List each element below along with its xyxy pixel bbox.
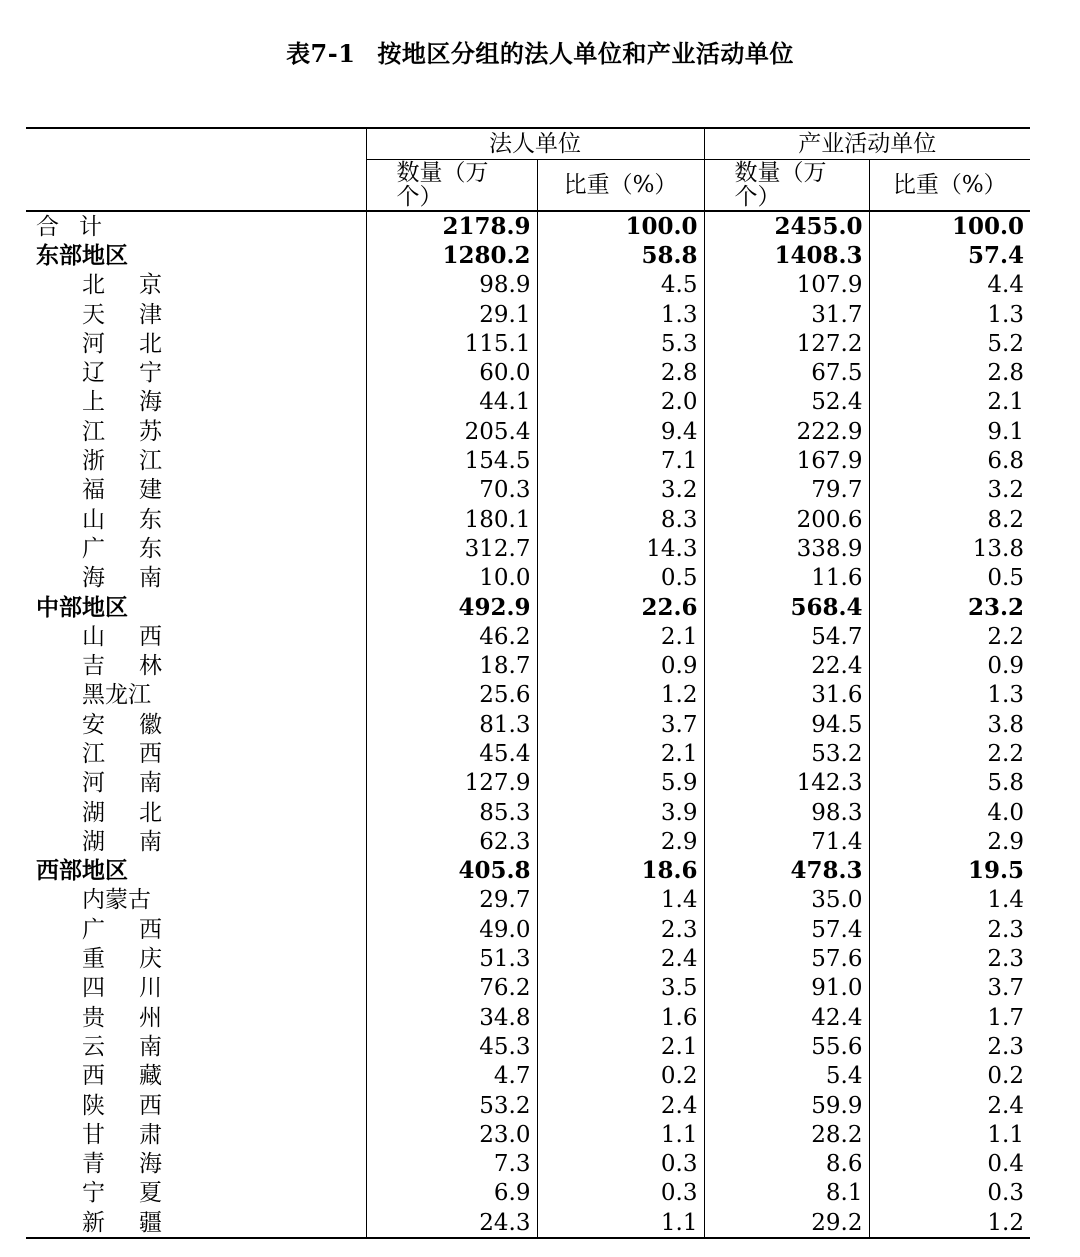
- legal-quantity-cell: 34.8: [366, 1003, 537, 1032]
- header-activity-quantity: 数量（万个）: [704, 160, 869, 212]
- activity-quantity-cell: 28.2: [704, 1120, 869, 1149]
- legal-share-cell: 2.0: [537, 388, 704, 417]
- activity-share-cell: 2.8: [869, 358, 1030, 387]
- legal-quantity-cell: 205.4: [366, 417, 537, 446]
- row-label: 合计: [36, 213, 122, 240]
- legal-quantity-cell: 85.3: [366, 798, 537, 827]
- province-row: [26, 564, 1030, 593]
- legal-quantity-cell: 25.6: [366, 681, 537, 710]
- activity-share-cell: 1.1: [869, 1120, 1030, 1149]
- activity-quantity-cell: 11.6: [704, 564, 869, 593]
- row-label: 西部地区: [36, 857, 128, 885]
- header-legal-quantity: 数量（万个）: [366, 160, 537, 212]
- province-row: [26, 271, 1030, 300]
- row-label: [26, 827, 366, 856]
- activity-quantity-cell: 57.4: [704, 915, 869, 944]
- row-label: 中部地区: [36, 593, 128, 621]
- row-label: [26, 1032, 366, 1061]
- legal-share-cell: 1.4: [537, 886, 704, 915]
- legal-share-cell: 14.3: [537, 534, 704, 563]
- legal-quantity-cell: 46.2: [366, 622, 537, 651]
- province-row: [26, 358, 1030, 387]
- province-row: [26, 886, 1030, 915]
- legal-share-cell: 2.4: [537, 1091, 704, 1120]
- activity-share-cell: 1.7: [869, 1003, 1030, 1032]
- province-name: 河北: [82, 330, 162, 357]
- province-name: 安徽: [82, 711, 162, 738]
- province-name: 重庆: [82, 946, 162, 973]
- legal-quantity-cell: 29.1: [366, 300, 537, 329]
- activity-quantity-cell: 53.2: [704, 739, 869, 768]
- legal-quantity-cell: 62.3: [366, 827, 537, 856]
- legal-share-cell: 1.3: [537, 300, 704, 329]
- province-name: 辽宁: [82, 360, 162, 387]
- row-label: [26, 769, 366, 798]
- province-name: 江苏: [82, 418, 162, 445]
- activity-quantity-cell: 5.4: [704, 1062, 869, 1091]
- legal-share-cell: 2.9: [537, 827, 704, 856]
- legal-share-cell: 7.1: [537, 446, 704, 475]
- row-label: [26, 417, 366, 446]
- row-label: [26, 681, 366, 710]
- province-row: [26, 1179, 1030, 1208]
- province-row: [26, 798, 1030, 827]
- activity-share-cell: 4.4: [869, 271, 1030, 300]
- province-name: 山西: [82, 623, 162, 650]
- activity-quantity-cell: 22.4: [704, 651, 869, 680]
- activity-share-cell: 2.3: [869, 944, 1030, 973]
- legal-share-cell: 100.0: [537, 211, 704, 241]
- header-blank-cell: [26, 128, 366, 211]
- province-name: 广东: [82, 535, 162, 562]
- legal-share-cell: 3.7: [537, 710, 704, 739]
- legal-quantity-cell: 6.9: [366, 1179, 537, 1208]
- province-row: [26, 1208, 1030, 1238]
- activity-quantity-cell: 55.6: [704, 1032, 869, 1061]
- legal-share-cell: 0.9: [537, 651, 704, 680]
- activity-quantity-cell: 167.9: [704, 446, 869, 475]
- page-title: [0, 34, 1080, 69]
- province-name: 青海: [82, 1151, 162, 1178]
- row-label: [26, 534, 366, 563]
- legal-quantity-cell: 405.8: [366, 857, 537, 886]
- legal-share-cell: 2.4: [537, 944, 704, 973]
- legal-quantity-cell: 180.1: [366, 505, 537, 534]
- province-name: 北京: [82, 272, 162, 299]
- province-name: 天津: [82, 301, 162, 328]
- row-label: [26, 564, 366, 593]
- province-name: 新疆: [82, 1209, 162, 1236]
- province-row: [26, 681, 1030, 710]
- activity-quantity-cell: 98.3: [704, 798, 869, 827]
- activity-quantity-cell: 8.6: [704, 1150, 869, 1179]
- activity-share-cell: 57.4: [869, 241, 1030, 270]
- legal-quantity-cell: 44.1: [366, 388, 537, 417]
- legal-share-cell: 0.2: [537, 1062, 704, 1091]
- activity-share-cell: 2.2: [869, 622, 1030, 651]
- activity-share-cell: 19.5: [869, 857, 1030, 886]
- table-number: 表7-1: [286, 39, 356, 68]
- legal-share-cell: 2.1: [537, 739, 704, 768]
- province-name: 福建: [82, 477, 162, 504]
- province-name: 浙江: [82, 448, 162, 475]
- activity-quantity-cell: 478.3: [704, 857, 869, 886]
- legal-quantity-cell: 45.3: [366, 1032, 537, 1061]
- legal-share-cell: 3.9: [537, 798, 704, 827]
- province-row: [26, 622, 1030, 651]
- row-label: [26, 798, 366, 827]
- region-row: [26, 593, 1030, 622]
- province-name: 江西: [82, 740, 162, 767]
- legal-quantity-cell: 76.2: [366, 974, 537, 1003]
- province-name: 西藏: [82, 1063, 162, 1090]
- legal-share-cell: 22.6: [537, 593, 704, 622]
- activity-quantity-cell: 57.6: [704, 944, 869, 973]
- row-label: [26, 1179, 366, 1208]
- row-label: [26, 476, 366, 505]
- province-row: [26, 505, 1030, 534]
- legal-share-cell: 3.2: [537, 476, 704, 505]
- activity-share-cell: 23.2: [869, 593, 1030, 622]
- activity-quantity-cell: 91.0: [704, 974, 869, 1003]
- province-name: 湖北: [82, 799, 162, 826]
- legal-quantity-cell: 1280.2: [366, 241, 537, 270]
- activity-quantity-cell: 71.4: [704, 827, 869, 856]
- activity-quantity-cell: 79.7: [704, 476, 869, 505]
- row-label: [26, 915, 366, 944]
- activity-share-cell: 6.8: [869, 446, 1030, 475]
- activity-share-cell: 2.3: [869, 1032, 1030, 1061]
- row-label: [26, 388, 366, 417]
- row-label: [26, 505, 366, 534]
- province-row: [26, 476, 1030, 505]
- province-name: 陕西: [82, 1092, 162, 1119]
- province-name: 甘肃: [82, 1121, 162, 1148]
- legal-share-cell: 9.4: [537, 417, 704, 446]
- header-activity-share: 比重（%）: [869, 160, 1030, 212]
- legal-share-cell: 2.8: [537, 358, 704, 387]
- province-row: [26, 651, 1030, 680]
- activity-quantity-cell: 54.7: [704, 622, 869, 651]
- province-name: 宁夏: [82, 1180, 162, 1207]
- activity-share-cell: 9.1: [869, 417, 1030, 446]
- activity-quantity-cell: 42.4: [704, 1003, 869, 1032]
- activity-share-cell: 2.3: [869, 915, 1030, 944]
- row-label: [26, 622, 366, 651]
- activity-share-cell: 0.3: [869, 1179, 1030, 1208]
- header-legal-units: 法人单位: [366, 128, 704, 160]
- activity-quantity-cell: 59.9: [704, 1091, 869, 1120]
- legal-quantity-cell: 24.3: [366, 1208, 537, 1238]
- province-name: 贵州: [82, 1004, 162, 1031]
- activity-share-cell: 0.2: [869, 1062, 1030, 1091]
- legal-share-cell: 8.3: [537, 505, 704, 534]
- province-row: [26, 1120, 1030, 1149]
- legal-share-cell: 2.3: [537, 915, 704, 944]
- province-name: 黑龙江: [82, 682, 151, 709]
- table-header: [26, 128, 1030, 211]
- activity-share-cell: 2.9: [869, 827, 1030, 856]
- legal-share-cell: 0.3: [537, 1179, 704, 1208]
- province-row: [26, 388, 1030, 417]
- total-row: [26, 211, 1030, 241]
- legal-share-cell: 1.1: [537, 1208, 704, 1238]
- legal-quantity-cell: 70.3: [366, 476, 537, 505]
- activity-quantity-cell: 2455.0: [704, 211, 869, 241]
- activity-share-cell: 13.8: [869, 534, 1030, 563]
- row-label: [26, 329, 366, 358]
- legal-share-cell: 1.1: [537, 1120, 704, 1149]
- row-label: [26, 944, 366, 973]
- province-row: [26, 1091, 1030, 1120]
- row-label: [26, 1150, 366, 1179]
- province-name: 山东: [82, 506, 162, 533]
- legal-quantity-cell: 45.4: [366, 739, 537, 768]
- legal-share-cell: 0.3: [537, 1150, 704, 1179]
- row-label: [26, 739, 366, 768]
- province-row: [26, 710, 1030, 739]
- activity-quantity-cell: 35.0: [704, 886, 869, 915]
- activity-share-cell: 0.9: [869, 651, 1030, 680]
- province-name: 四川: [82, 975, 162, 1002]
- activity-share-cell: 100.0: [869, 211, 1030, 241]
- province-row: [26, 1150, 1030, 1179]
- legal-share-cell: 0.5: [537, 564, 704, 593]
- province-row: [26, 827, 1030, 856]
- row-label: [26, 651, 366, 680]
- legal-quantity-cell: 10.0: [366, 564, 537, 593]
- legal-share-cell: 1.6: [537, 1003, 704, 1032]
- legal-share-cell: 3.5: [537, 974, 704, 1003]
- legal-share-cell: 2.1: [537, 622, 704, 651]
- legal-quantity-cell: 154.5: [366, 446, 537, 475]
- province-row: [26, 300, 1030, 329]
- activity-quantity-cell: 1408.3: [704, 241, 869, 270]
- header-activity-units: 产业活动单位: [704, 128, 1030, 160]
- province-row: [26, 446, 1030, 475]
- province-name: 海南: [82, 565, 162, 592]
- activity-share-cell: 2.2: [869, 739, 1030, 768]
- province-row: [26, 1062, 1030, 1091]
- legal-share-cell: 2.1: [537, 1032, 704, 1061]
- activity-quantity-cell: 52.4: [704, 388, 869, 417]
- activity-quantity-cell: 107.9: [704, 271, 869, 300]
- activity-share-cell: 0.4: [869, 1150, 1030, 1179]
- province-name: 内蒙古: [82, 887, 151, 914]
- activity-quantity-cell: 568.4: [704, 593, 869, 622]
- activity-share-cell: 3.8: [869, 710, 1030, 739]
- province-row: [26, 534, 1030, 563]
- row-label: [26, 1208, 366, 1238]
- legal-quantity-cell: 49.0: [366, 915, 537, 944]
- row-label: [26, 1091, 366, 1120]
- activity-share-cell: 3.7: [869, 974, 1030, 1003]
- activity-share-cell: 5.8: [869, 769, 1030, 798]
- data-table: [26, 127, 1030, 1239]
- province-name: 吉林: [82, 653, 162, 680]
- province-row: [26, 329, 1030, 358]
- activity-share-cell: 1.4: [869, 886, 1030, 915]
- region-row: [26, 857, 1030, 886]
- activity-share-cell: 2.1: [869, 388, 1030, 417]
- row-label: [26, 446, 366, 475]
- activity-quantity-cell: 200.6: [704, 505, 869, 534]
- legal-share-cell: 5.9: [537, 769, 704, 798]
- province-row: [26, 1003, 1030, 1032]
- province-name: 河南: [82, 770, 162, 797]
- legal-quantity-cell: 2178.9: [366, 211, 537, 241]
- province-name: 云南: [82, 1033, 162, 1060]
- province-row: [26, 915, 1030, 944]
- province-row: [26, 769, 1030, 798]
- activity-share-cell: 3.2: [869, 476, 1030, 505]
- activity-quantity-cell: 29.2: [704, 1208, 869, 1238]
- activity-share-cell: 1.2: [869, 1208, 1030, 1238]
- activity-quantity-cell: 338.9: [704, 534, 869, 563]
- activity-quantity-cell: 31.7: [704, 300, 869, 329]
- province-name: 广西: [82, 916, 162, 943]
- legal-quantity-cell: 98.9: [366, 271, 537, 300]
- row-label: [26, 358, 366, 387]
- province-row: [26, 944, 1030, 973]
- activity-share-cell: 0.5: [869, 564, 1030, 593]
- row-label: [26, 1003, 366, 1032]
- legal-share-cell: 18.6: [537, 857, 704, 886]
- legal-quantity-cell: 312.7: [366, 534, 537, 563]
- region-row: [26, 241, 1030, 270]
- activity-quantity-cell: 31.6: [704, 681, 869, 710]
- activity-share-cell: 1.3: [869, 300, 1030, 329]
- table-title: 按地区分组的法人单位和产业活动单位: [377, 39, 794, 68]
- row-label: [26, 886, 366, 915]
- legal-quantity-cell: 29.7: [366, 886, 537, 915]
- legal-share-cell: 5.3: [537, 329, 704, 358]
- row-label: [26, 1120, 366, 1149]
- row-label: [26, 271, 366, 300]
- activity-quantity-cell: 142.3: [704, 769, 869, 798]
- legal-quantity-cell: 81.3: [366, 710, 537, 739]
- legal-quantity-cell: 115.1: [366, 329, 537, 358]
- activity-share-cell: 2.4: [869, 1091, 1030, 1120]
- legal-quantity-cell: 7.3: [366, 1150, 537, 1179]
- activity-quantity-cell: 67.5: [704, 358, 869, 387]
- province-row: [26, 417, 1030, 446]
- header-legal-share: 比重（%）: [537, 160, 704, 212]
- legal-quantity-cell: 51.3: [366, 944, 537, 973]
- province-row: [26, 739, 1030, 768]
- province-name: 上海: [82, 389, 162, 416]
- row-label: [26, 1062, 366, 1091]
- row-label: [26, 710, 366, 739]
- activity-quantity-cell: 127.2: [704, 329, 869, 358]
- legal-quantity-cell: 18.7: [366, 651, 537, 680]
- legal-quantity-cell: 53.2: [366, 1091, 537, 1120]
- activity-quantity-cell: 222.9: [704, 417, 869, 446]
- activity-quantity-cell: 8.1: [704, 1179, 869, 1208]
- activity-share-cell: 4.0: [869, 798, 1030, 827]
- legal-share-cell: 1.2: [537, 681, 704, 710]
- legal-quantity-cell: 23.0: [366, 1120, 537, 1149]
- activity-share-cell: 8.2: [869, 505, 1030, 534]
- legal-quantity-cell: 492.9: [366, 593, 537, 622]
- row-label: [26, 300, 366, 329]
- legal-share-cell: 58.8: [537, 241, 704, 270]
- legal-quantity-cell: 127.9: [366, 769, 537, 798]
- legal-quantity-cell: 4.7: [366, 1062, 537, 1091]
- activity-share-cell: 1.3: [869, 681, 1030, 710]
- row-label: [26, 974, 366, 1003]
- legal-share-cell: 4.5: [537, 271, 704, 300]
- legal-quantity-cell: 60.0: [366, 358, 537, 387]
- province-name: 湖南: [82, 828, 162, 855]
- activity-quantity-cell: 94.5: [704, 710, 869, 739]
- row-label: 东部地区: [36, 241, 128, 269]
- province-row: [26, 974, 1030, 1003]
- province-row: [26, 1032, 1030, 1061]
- activity-share-cell: 5.2: [869, 329, 1030, 358]
- table-body: [26, 211, 1030, 1238]
